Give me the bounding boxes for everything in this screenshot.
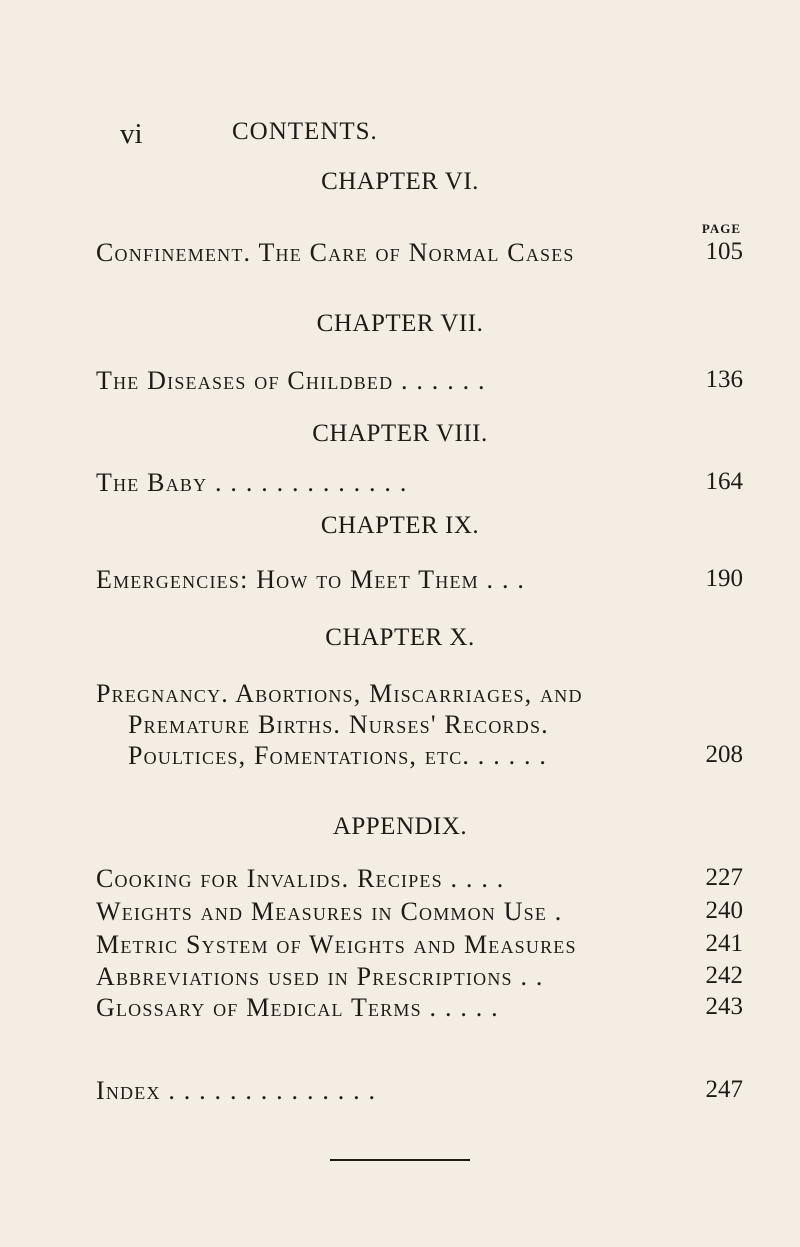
chapter-heading-8: CHAPTER VIII. [312, 420, 488, 447]
toc-entry-chapter-10-line-2[interactable] [128, 710, 743, 744]
toc-entry-chapter-9[interactable] [96, 565, 743, 599]
running-title: CONTENTS. [232, 118, 378, 145]
chapter-heading-7: CHAPTER VII. [316, 310, 484, 337]
running-head [0, 118, 800, 152]
toc-entry-chapter-6[interactable] [96, 238, 743, 272]
toc-page-number: 208 [705, 741, 743, 768]
toc-entry-title: Glossary of Medical Terms . . . . . [96, 993, 505, 1023]
toc-entry-index[interactable] [96, 1076, 743, 1110]
toc-entry-title: Premature Births. Nurses' Records. [128, 710, 555, 740]
toc-entry-title: Metric System of Weights and Measures [96, 930, 583, 960]
page-folio: vi [120, 118, 143, 150]
toc-entry-appendix-3[interactable] [96, 930, 743, 964]
toc-page-number: 243 [705, 993, 743, 1020]
toc-page-number: 164 [705, 468, 743, 495]
toc-entry-chapter-10-line-1[interactable] [96, 679, 743, 713]
chapter-heading-6: CHAPTER VI. [321, 168, 479, 195]
toc-entry-title: Emergencies: How to Meet Them . . . [96, 565, 531, 595]
toc-page-number: 105 [705, 238, 743, 265]
toc-entry-appendix-4[interactable] [96, 962, 743, 996]
chapter-heading-9: CHAPTER IX. [320, 512, 480, 539]
toc-page-number: 242 [705, 962, 743, 989]
section-divider [330, 1159, 470, 1161]
toc-entry-title: Poultices, Fomentations, etc. . . . . . [128, 741, 553, 771]
page-column-label: PAGE [701, 221, 741, 236]
toc-entry-title: The Baby . . . . . . . . . . . . . [96, 468, 414, 498]
toc-page-number: 240 [705, 897, 743, 924]
toc-entry-title: Weights and Measures in Common Use . [96, 897, 569, 927]
toc-entry-title: The Diseases of Childbed . . . . . . [96, 366, 492, 396]
toc-entry-title: Cooking for Invalids. Recipes . . . . [96, 864, 510, 894]
toc-entry-title: Index . . . . . . . . . . . . . . [96, 1076, 382, 1106]
toc-page-number: 241 [705, 930, 743, 957]
toc-entry-appendix-5[interactable] [96, 993, 743, 1027]
toc-page-number: 136 [705, 366, 743, 393]
toc-entry-chapter-10-line-3[interactable] [128, 741, 743, 775]
chapter-heading-10: CHAPTER X. [325, 624, 475, 651]
appendix-heading: APPENDIX. [332, 813, 468, 840]
toc-entry-chapter-7[interactable] [96, 366, 743, 400]
toc-entry-title: Confinement. The Care of Normal Cases [96, 238, 581, 268]
toc-page-number: 190 [705, 565, 743, 592]
toc-entry-title: Abbreviations used in Prescriptions . . [96, 962, 550, 992]
toc-entry-appendix-2[interactable] [96, 897, 743, 931]
toc-page-number: 227 [705, 864, 743, 891]
toc-entry-appendix-1[interactable] [96, 864, 743, 898]
toc-entry-chapter-8[interactable] [96, 468, 743, 502]
toc-entry-title: Pregnancy. Abortions, Miscarriages, and [96, 679, 589, 709]
toc-page-number: 247 [705, 1076, 743, 1103]
